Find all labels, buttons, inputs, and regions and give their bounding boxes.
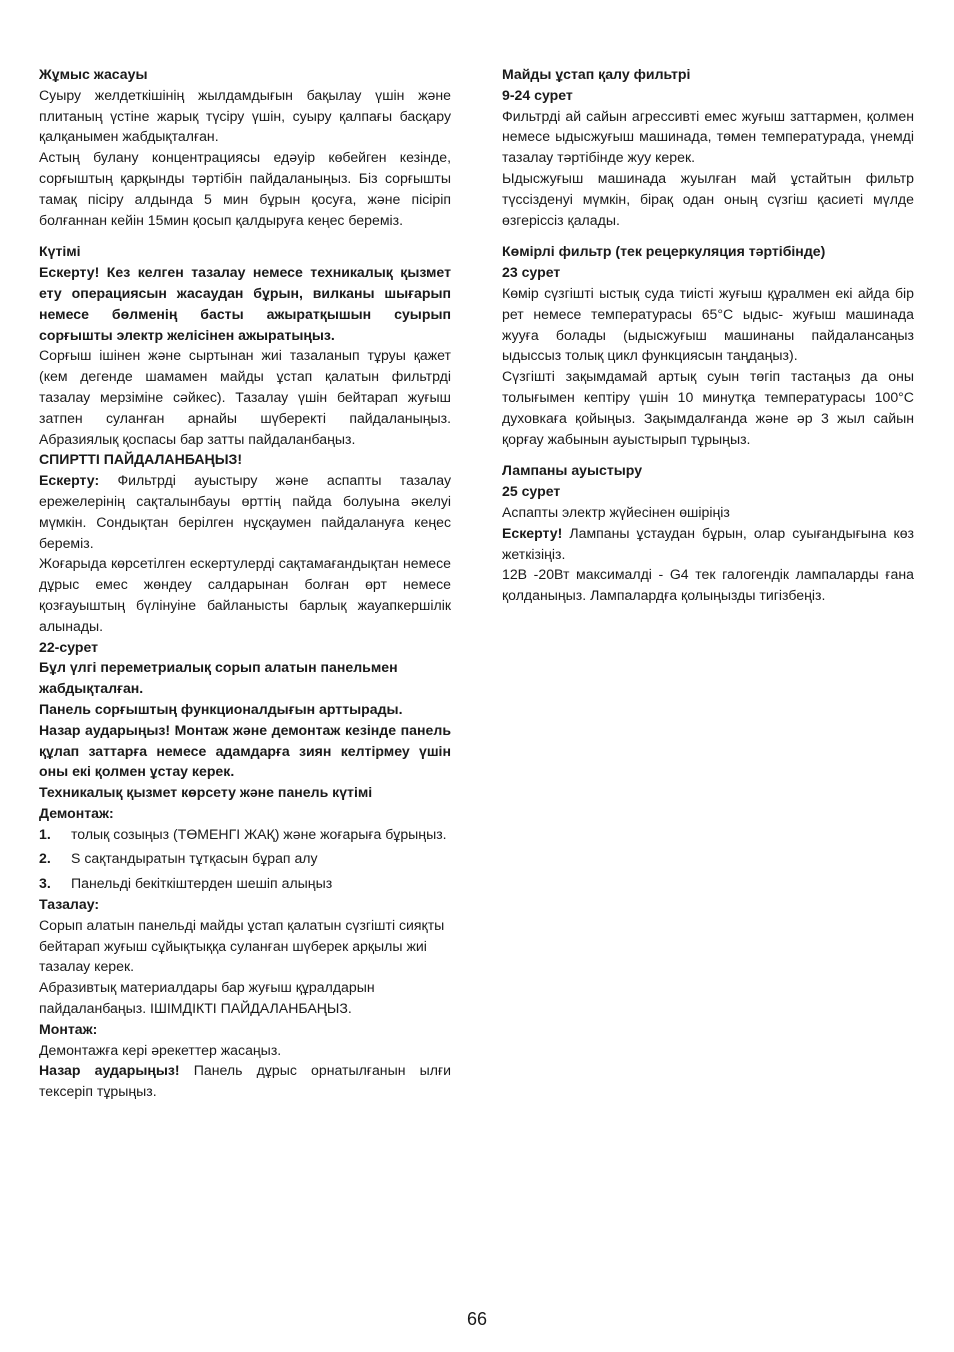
right-column: [502, 64, 914, 606]
care-heading: Күтімі: [39, 243, 81, 260]
figure-22-line-4: Техникалық қызмет көрсету және панель күтімі: [39, 784, 373, 801]
operation-paragraph-1: Суыру желдеткішінің жылдамдығын бақылау үшін және плитаның үстіне жарық түсіру үшін, суыру қалпағы басқару қалқанымен жабдықталған.: [39, 86, 451, 145]
step-text: Панельді бекіткіштерден шешіп алыңыз: [71, 875, 333, 892]
step-number: 2.: [39, 850, 51, 867]
care-paragraph: Сорғыш ішінен және сыртынан жиі тазаланып тұруы қажет (кем дегенде шамамен майды ұстап қалатын фильтрді тазалау мерзіміне сәйкес). Тазалау үшін бейтарап жуғыш затпен суланған арнайы шүберекті пайдаланыңыз. Абразиялық қоспасы бар затты пайдаланбаңыз.: [39, 347, 451, 447]
carbon-filter-paragraph-1: Көмір сүзгішті ыстық суда тиісті жуғыш құралмен екі айда бір рет немесе температурасы 65°С ыдыс- жуғыш машинада жууға болады (ыдысжуғыш машинаны пайдалансаңыз ыдыссыз толық цикл функциясын таңдаңыз).: [502, 284, 914, 364]
alcohol-warning-text: Фильтрді ауыстыру және аспапты тазалау ережелерінің сақталынбауы өрттің пайда болуына әкелуі мүмкін. Сондықтан берілген нұсқаумен пайдалануға кеңес береміз.: [39, 472, 451, 551]
step-text: S сақтандыратын тұтқасын бұрап алу: [71, 850, 318, 867]
alcohol-paragraph-2: Жоғарыда көрсетілген ескертулерді сақтамағандықтан немесе дұрыс емес жөндеу салдарынан болған өрт немесе қозғауыштың бүлінуіне байланысты барлық жауапкершілік алынады.: [39, 555, 451, 634]
lamp-warning-text: Лампаны ұстаудан бұрын, олар суығандығына көз жеткізіңіз.: [502, 524, 914, 562]
mount-warning-label: Назар аударыңыз!: [39, 1062, 180, 1079]
lamp-warning: [502, 523, 914, 565]
dismount-heading: Демонтаж:: [39, 804, 114, 821]
lamp-figure: 25 сурет: [502, 483, 561, 500]
step-number: 3.: [39, 875, 51, 892]
grease-filter-paragraph-1: Фильтрді ай сайын агрессивті емес жуғыш заттармен, қолмен немесе ыдысжуғыш машинада, төмен температурада, үнемді тазалау тәртібінде жуу керек.: [502, 107, 914, 166]
mount-warning-text: Панель дұрыс орнатылғанын ылғи тексеріп тұрыңыз.: [39, 1062, 451, 1100]
step-number: 1.: [39, 825, 51, 842]
mount-warning: [39, 1060, 451, 1102]
clean-paragraph-2: Абразивтық материалдары бар жуғыш құралдарын пайдаланбаңыз. ІШІМДІКТІ ПАЙДАЛАНБАҢЫЗ.: [39, 979, 375, 1017]
carbon-filter-paragraph-2: Сүзгішті зақымдамай артық суын төгіп тастаңыз да оны толығымен кептіру үшін 10 минутқа температурасы 100°С духовкаға қойыңыз. Зақымдалғанда және әр 3 жыл сайын қорғау жабынын ауыстырып тұрыңыз.: [502, 368, 914, 447]
figure-22-line-2: Панель сорғыштың функционалдығын арттырады.: [39, 700, 403, 717]
alcohol-warning-label: Ескерту:: [39, 472, 100, 489]
left-column: [39, 64, 451, 1102]
step-text: толық созыңыз (ТӨМЕНГІ ЖАҚ) және жоғарыға бұрыңыз.: [71, 825, 447, 842]
grease-filter-heading: Майды ұстап қалу фильтрі: [502, 66, 691, 82]
clean-paragraph-1: Сорып алатын панельді майды ұстап қалатын сүзгішті сияқты бейтарап жуғыш сұйықтыққа суланған шүберек арқылы жиі тазалау керек.: [39, 916, 445, 975]
page-number: 66: [466, 1309, 488, 1329]
dismount-steps: [39, 824, 451, 894]
clean-heading: Тазалау:: [39, 896, 100, 913]
figure-22-line-3: Назар аударыңыз! Монтаж және демонтаж кезінде панель құлап заттарға немесе адамдарға зиян келтірмеу үшін оны екі қолмен ұстау керек.: [39, 721, 451, 780]
lamp-paragraph-1: Аспапты электр жүйесінен өшіріңіз: [502, 503, 730, 520]
list-item: [39, 873, 451, 894]
carbon-filter-heading: Көмірлі фильтр (тек рецеркуляция тәртібінде): [502, 243, 826, 260]
mount-heading: Монтаж:: [39, 1020, 98, 1037]
list-item: [39, 824, 451, 845]
mount-paragraph: Демонтажға кері әрекеттер жасаңыз.: [39, 1041, 282, 1058]
lamp-warning-label: Ескерту!: [502, 524, 563, 541]
grease-filter-paragraph-2: Ыдысжуғыш машинада жуылған май ұстайтын фильтр түссізденуі мүмкін, бірақ одан оның сүзгіш қасиеті мүлде өзгеріссіз қалады.: [502, 169, 914, 228]
grease-filter-figure: 9-24 сурет: [502, 86, 573, 103]
alcohol-heading: СПИРТТІ ПАЙДАЛАНБАҢЫЗ!: [39, 451, 243, 468]
list-item: [39, 848, 451, 869]
carbon-filter-figure: 23 сурет: [502, 264, 561, 281]
figure-22-line-1: Бұл үлгі переметриалық сорып алатын панельмен жабдықталған.: [39, 659, 398, 697]
lamp-heading: Лампаны ауыстыру: [502, 462, 643, 479]
alcohol-warning: [39, 470, 451, 553]
care-warning: Ескерту! Кез келген тазалау немесе техникалық қызмет ету операциясын жасаудан бұрын, вилканы шығарып немесе бөлменің басты ажыратқышын суырып сорғышты электр желісінен ажыратыңыз.: [39, 264, 451, 343]
lamp-paragraph-3: 12В -20Вт максималді - G4 тек галогендік лампаларды ғана қолданыңыз. Лампалардға қолыңызды тигізбеңіз.: [502, 566, 914, 604]
operation-heading: Жұмыс жасауы: [39, 66, 148, 82]
operation-paragraph-2: Астың булану концентрациясы едәуір көбейген кезінде, сорғыштың қарқынды тәртібін пайдаланыңыз. Біз сорғышты тамақ пісіру алдында 5 мин бұрын қосуға, және пісіріп болғаннан кейін 15мин қосып қалдыруға кеңес береміз.: [39, 149, 451, 228]
figure-22-label: 22-сурет: [39, 638, 99, 655]
